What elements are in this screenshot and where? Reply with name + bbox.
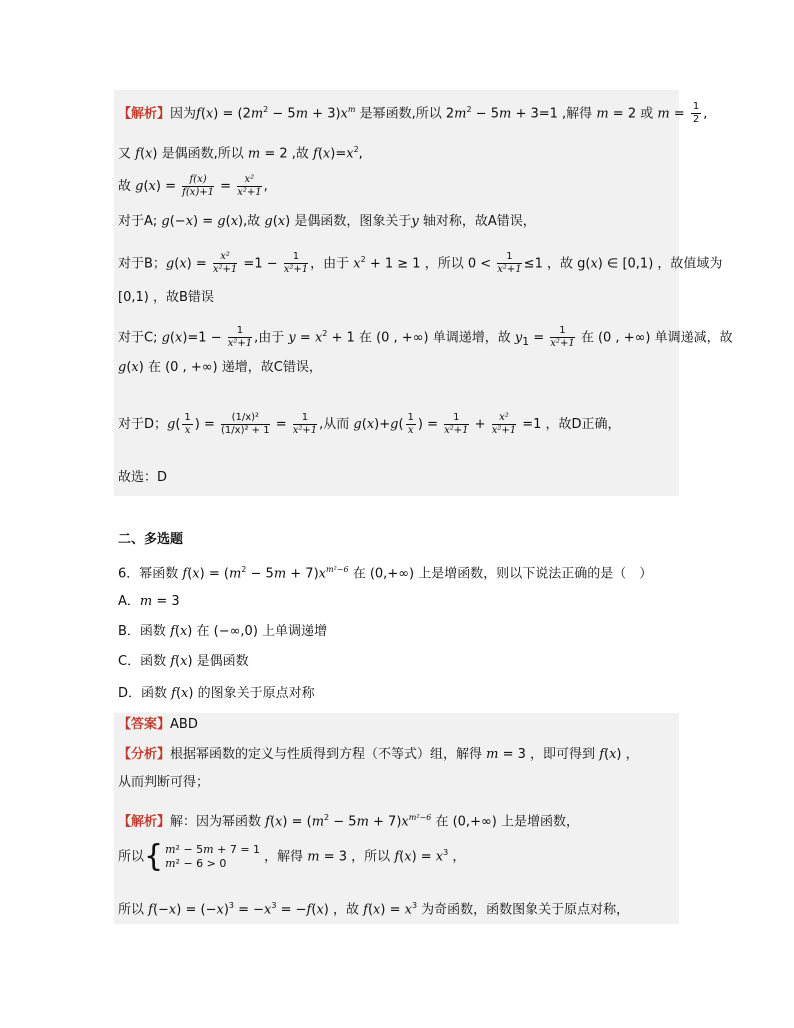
- option-b: B．函数 f(x) 在 (−∞,0) 上单调递增: [118, 624, 328, 639]
- jiexi1-line-2: 又 f(x) 是偶函数,所以 m = 2 ,故 $f(x)=x^2$,: [118, 145, 363, 162]
- option-d: D．函数 f(x) 的图象关于原点对称: [118, 686, 315, 701]
- jiexi1-line-7: 对于C; g(x)=1 − $\frac{1}{\text{x²+1}}$ ,由于 $y = x^2 + 1$ 在 (0 , +∞) 单调递增，故 $y_1$ = $\frac{1}{\text{x²+1}}$ 在 (0 , +∞) 单调递减，故: [118, 325, 733, 350]
- jiexi1-line-4: 对于A; g(−x) = g(x),故 g(x) 是偶函数，图象关于y 轴对称，故A错误，: [118, 214, 536, 229]
- jiexi1-line-8: g(x) 在 (0 , +∞) 递增，故C错误，: [118, 360, 322, 375]
- jiexi1-line-9: 对于D；g( $\frac{1}{x}$ ) = $\frac{\text{(1/x)²}}{\text{(1/x)² + 1}}$ = $\frac{1}{\text{x²+1}}$ ,从而 g(x)+g( $\frac{1}{x}$ ) = $\frac{1}{\text{x²+1}}$ + $\frac{\text{x²}}{\text{x²+1}}$ =1 ，故D正确，: [118, 412, 621, 436]
- option-c: C．函数 f(x) 是偶函数: [118, 654, 249, 669]
- answer-text: ABD: [170, 717, 198, 732]
- jiexi1-tag: 【解析】: [118, 106, 171, 122]
- jiexi2-line-1: 【解析】解：因为幂函数 $f(x) = (m^2 - 5m + 7)x^{m^2-6}$ 在 (0,+∞) 上是增函数，: [118, 813, 579, 830]
- answer-tag: 【答案】: [118, 717, 171, 732]
- jiexi1-line-1: 【解析】因为$f(x) = (2m^2 - 5m + 3)x^m$ 是幂函数,所以 $2m^2 - 5m + 3=1$ ,解得 m = 2 或 m = $\frac{1}{2}$ ,: [118, 101, 708, 126]
- question-6-stem: 6．幂函数 $f(x) = (m^2 - 5m + 7)x^{m^2-6}$ 在 (0,+∞) 上是增函数，则以下说法正确的是（ ）: [118, 565, 653, 582]
- fenxi-tag: 【分析】: [118, 747, 171, 762]
- jiexi1-line-6: [0,1) ，故B错误: [118, 290, 214, 305]
- jiexi2-tag: 【解析】: [118, 814, 171, 830]
- section-title: 二、多选题: [118, 532, 184, 547]
- jiexi1-line-3: 故 g(x) = $\frac{f(x)}{f(x)+1}$ = $\frac{\text{x²}}{\text{x²+1}}$ ,: [118, 174, 268, 198]
- jiexi1-line-5: 对于B；g(x) = $\frac{\text{x²}}{\text{x²+1}}$ =1 − $\frac{1}{\text{x²+1}}$ ，由于 $x^2 + 1 \ge 1$ ，所以 0 < $\frac{1}{\text{x²+1}}$ ≤1 ，故 g(x) ∈ [0,1) ，故值域为: [118, 251, 723, 276]
- fenxi-line-2: 从而判断可得；: [118, 775, 210, 790]
- answer-line: [118, 715, 198, 735]
- jiexi2-line-2: 所以{ m² − 5m + 7 = 1 m² − 6 > 0 ，解得 m = 3 ，所以 $f(x) = x^3$ ，: [118, 839, 466, 874]
- jiexi2-line-3: 所以 $f(-x) = (-x)^3 = -x^3 = -f(x)$ ，故 $f(x) = x^3$ 为奇函数，函数图象关于原点对称，: [118, 901, 630, 918]
- option-a: A．m = 3: [118, 594, 180, 609]
- fenxi-line-1: 【分析】根据幂函数的定义与性质得到方程（不等式）组，解得 m = 3 ，即可得到 f(x) ，: [118, 747, 639, 762]
- jiexi1-line-10: 故选：D: [118, 470, 168, 485]
